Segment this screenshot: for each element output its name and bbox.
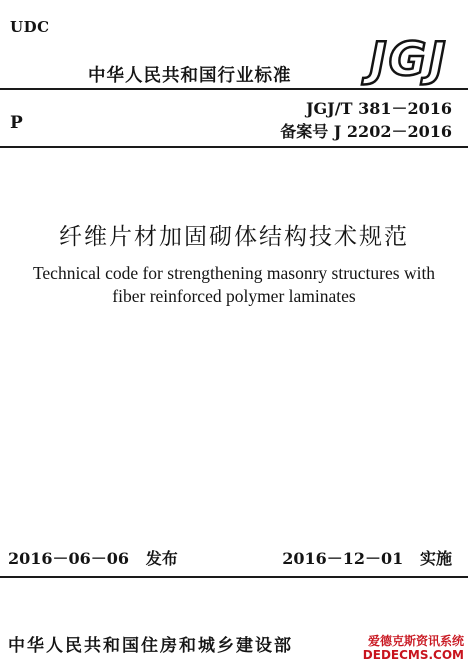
publisher: 中华人民共和国住房和城乡建设部 [8, 636, 293, 656]
title-english-line1: Technical code for strengthening masonry structures with [32, 263, 436, 283]
header-divider [0, 88, 468, 90]
standard-category: 中华人民共和国行业标准 [88, 66, 292, 86]
record-number-value: J 2202－2016 [333, 122, 452, 141]
watermark-line2: DEDECMS.COM [362, 648, 464, 662]
classification-code: P [10, 113, 23, 133]
udc-label: UDC [10, 18, 50, 36]
issue-date-value: 2016－06－06 [8, 549, 130, 568]
watermark-line1: 爱德克斯资讯系统 [367, 634, 464, 648]
standard-number: JGJ/T 381－2016 [305, 99, 452, 118]
implement-date [282, 546, 452, 569]
implement-date-value: 2016－12－01 [282, 549, 404, 568]
issue-date [8, 546, 178, 569]
watermark [363, 634, 464, 662]
jgj-logo: JGJ [369, 32, 448, 86]
bottom-rule [0, 576, 468, 578]
issue-label: 发布 [145, 549, 178, 568]
top-rule [0, 146, 468, 148]
record-number [280, 119, 452, 142]
title-chinese: 纤维片材加固砌体结构技术规范 [59, 224, 409, 250]
title-english-line2: fiber reinforced polymer laminates [112, 286, 356, 306]
record-number-label: 备案号 [280, 122, 329, 141]
implement-label: 实施 [419, 549, 452, 568]
